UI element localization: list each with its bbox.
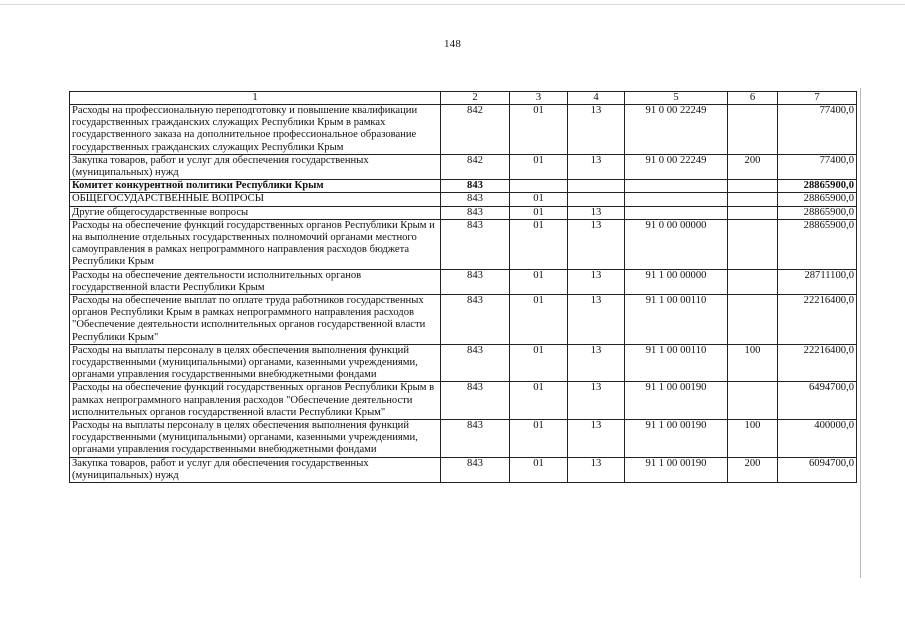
row-expense-type-code (728, 295, 778, 345)
row-subsection-code: 13 (568, 382, 625, 420)
row-grbs-code: 843 (441, 382, 510, 420)
row-amount: 77400,0 (778, 154, 857, 179)
table-row (70, 180, 857, 193)
column-header-1: 1 (70, 92, 441, 105)
row-name: Расходы на обеспечение деятельности исполнительных органов государственной власти Республики Крым (70, 269, 441, 294)
row-grbs-code: 843 (441, 295, 510, 345)
row-grbs-code: 843 (441, 180, 510, 193)
row-amount: 28865900,0 (778, 219, 857, 269)
budget-table (69, 91, 857, 483)
row-expense-type-code (728, 105, 778, 155)
row-target-article-code: 91 0 00 22249 (625, 154, 728, 179)
row-section-code: 01 (510, 457, 568, 482)
row-amount: 77400,0 (778, 105, 857, 155)
row-target-article-code: 91 1 00 00190 (625, 382, 728, 420)
row-section-code: 01 (510, 344, 568, 382)
row-section-code: 01 (510, 420, 568, 458)
row-name: Расходы на обеспечение выплат по оплате труда работников государственных органов Республики Крым в рамках непрограммного направления расходов "Обеспечение деятельности исполнительных органов государственной власти Республики Крым" (70, 295, 441, 345)
row-expense-type-code: 200 (728, 154, 778, 179)
row-subsection-code (568, 180, 625, 193)
row-name: Комитет конкурентной политики Республики Крым (70, 180, 441, 193)
row-target-article-code: 91 1 00 00110 (625, 295, 728, 345)
row-target-article-code: 91 1 00 00190 (625, 457, 728, 482)
row-expense-type-code (728, 180, 778, 193)
row-amount: 6094700,0 (778, 457, 857, 482)
row-section-code: 01 (510, 382, 568, 420)
row-expense-type-code (728, 193, 778, 206)
row-amount: 28865900,0 (778, 206, 857, 219)
row-grbs-code: 842 (441, 154, 510, 179)
row-section-code: 01 (510, 295, 568, 345)
table-body (70, 105, 857, 483)
row-amount: 400000,0 (778, 420, 857, 458)
row-expense-type-code (728, 382, 778, 420)
table-row (70, 193, 857, 206)
row-target-article-code: 91 0 00 00000 (625, 219, 728, 269)
column-header-3: 3 (510, 92, 568, 105)
row-section-code: 01 (510, 269, 568, 294)
row-grbs-code: 843 (441, 344, 510, 382)
row-name: Закупка товаров, работ и услуг для обеспечения государственных (муниципальных) нужд (70, 154, 441, 179)
row-grbs-code: 843 (441, 219, 510, 269)
row-section-code (510, 180, 568, 193)
row-amount: 22216400,0 (778, 344, 857, 382)
row-expense-type-code (728, 269, 778, 294)
page-edge-line (860, 88, 861, 578)
table-row (70, 105, 857, 155)
page-number: 148 (443, 38, 462, 50)
row-name: Расходы на выплаты персоналу в целях обеспечения выполнения функций государственными (муниципальными) органами, казенными учреждениями, органами управления государственными внебюджетными фондами (70, 344, 441, 382)
row-subsection-code: 13 (568, 269, 625, 294)
table-row (70, 457, 857, 482)
row-subsection-code: 13 (568, 105, 625, 155)
row-amount: 28711100,0 (778, 269, 857, 294)
row-subsection-code: 13 (568, 219, 625, 269)
table-header-row (70, 92, 857, 105)
row-expense-type-code (728, 206, 778, 219)
table-row (70, 295, 857, 345)
row-subsection-code (568, 193, 625, 206)
row-section-code: 01 (510, 206, 568, 219)
row-amount: 6494700,0 (778, 382, 857, 420)
row-grbs-code: 843 (441, 206, 510, 219)
table-row (70, 420, 857, 458)
row-target-article-code (625, 180, 728, 193)
row-expense-type-code: 100 (728, 420, 778, 458)
table-row (70, 219, 857, 269)
row-section-code: 01 (510, 219, 568, 269)
row-expense-type-code: 100 (728, 344, 778, 382)
row-name: Расходы на обеспечение функций государственных органов Республики Крым в рамках непрограммного направления расходов "Обеспечение деятельности исполнительных органов государственной власти Республики Крым" (70, 382, 441, 420)
table-row (70, 382, 857, 420)
row-section-code: 01 (510, 193, 568, 206)
row-subsection-code: 13 (568, 420, 625, 458)
row-name: Расходы на профессиональную переподготовку и повышение квалификации государственных гражданских служащих Республики Крым в рамках государственного заказа на дополнительное профессиональное образование государственных гражданских служащих Республики Крым (70, 105, 441, 155)
row-grbs-code: 843 (441, 193, 510, 206)
top-rule (0, 4, 905, 5)
table-row (70, 269, 857, 294)
row-section-code: 01 (510, 105, 568, 155)
row-name: Закупка товаров, работ и услуг для обеспечения государственных (муниципальных) нужд (70, 457, 441, 482)
column-header-5: 5 (625, 92, 728, 105)
table-row (70, 154, 857, 179)
row-name: ОБЩЕГОСУДАРСТВЕННЫЕ ВОПРОСЫ (70, 193, 441, 206)
row-section-code: 01 (510, 154, 568, 179)
row-grbs-code: 843 (441, 420, 510, 458)
row-name: Другие общегосударственные вопросы (70, 206, 441, 219)
row-expense-type-code (728, 219, 778, 269)
column-header-4: 4 (568, 92, 625, 105)
row-target-article-code: 91 1 00 00190 (625, 420, 728, 458)
row-target-article-code (625, 193, 728, 206)
column-header-2: 2 (441, 92, 510, 105)
row-grbs-code: 842 (441, 105, 510, 155)
row-subsection-code: 13 (568, 154, 625, 179)
row-subsection-code: 13 (568, 206, 625, 219)
row-grbs-code: 843 (441, 457, 510, 482)
row-subsection-code: 13 (568, 295, 625, 345)
row-target-article-code (625, 206, 728, 219)
row-target-article-code: 91 1 00 00110 (625, 344, 728, 382)
row-amount: 28865900,0 (778, 193, 857, 206)
row-amount: 22216400,0 (778, 295, 857, 345)
row-grbs-code: 843 (441, 269, 510, 294)
row-name: Расходы на обеспечение функций государственных органов Республики Крым и на выполнение отдельных государственных полномочий органами местного самоуправления в рамках непрограммного направления расходов бюджета Республики Крым (70, 219, 441, 269)
column-header-7: 7 (778, 92, 857, 105)
row-subsection-code: 13 (568, 457, 625, 482)
row-amount: 28865900,0 (778, 180, 857, 193)
row-subsection-code: 13 (568, 344, 625, 382)
column-header-6: 6 (728, 92, 778, 105)
row-expense-type-code: 200 (728, 457, 778, 482)
row-target-article-code: 91 1 00 00000 (625, 269, 728, 294)
table-row (70, 344, 857, 382)
table-row (70, 206, 857, 219)
row-name: Расходы на выплаты персоналу в целях обеспечения выполнения функций государственными (муниципальными) органами, казенными учреждениями, органами управления государственными внебюджетными фондами (70, 420, 441, 458)
row-target-article-code: 91 0 00 22249 (625, 105, 728, 155)
